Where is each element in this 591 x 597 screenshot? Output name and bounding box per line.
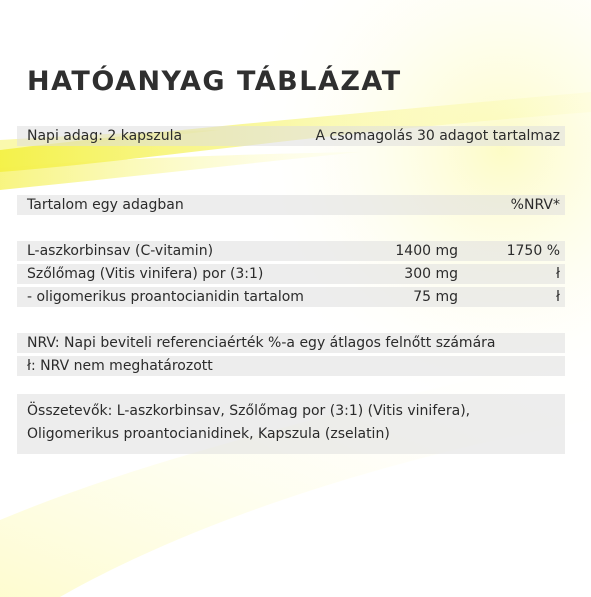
ingredient-nrv: ł [556,289,560,305]
serving-info-row [17,126,565,146]
nrv-note-row [17,356,565,376]
servings-per-pack-text: A csomagolás 30 adagot tartalmaz [315,128,560,144]
ingredient-nrv: ł [556,266,560,282]
ingredients-block [17,394,565,454]
ingredient-amount: 1400 mg [395,243,458,259]
ingredient-nrv: 1750 % [506,243,560,259]
ingredient-amount: 75 mg [413,289,458,305]
table-row [17,241,565,261]
page-title: HATÓANYAG TÁBLÁZAT [27,66,402,97]
nrv-definition-text: NRV: Napi beviteli referenciaérték %-a egy átlagos felnőtt számára [27,335,496,351]
table-header-row [17,195,565,215]
ingredient-name: Szőlőmag (Vitis vinifera) por (3:1) [27,266,264,282]
ingredients-line: Összetevők: L-aszkorbinsav, Szőlőmag por (3:1) (Vitis vinifera), [27,403,471,419]
daily-dose-text: Napi adag: 2 kapszula [27,128,183,144]
table-row [17,287,565,307]
table-row [17,264,565,284]
nrv-undefined-text: ł: NRV nem meghatározott [27,358,213,374]
ingredient-name: L-aszkorbinsav (C-vitamin) [27,243,214,259]
ingredients-line: Oligomerikus proantocianidinek, Kapszula (zselatin) [27,426,390,442]
ingredient-amount: 300 mg [404,266,458,282]
nrv-note-row [17,333,565,353]
content-per-serving-header: Tartalom egy adagban [27,197,184,213]
ingredient-name: - oligomerikus proantocianidin tartalom [27,289,304,305]
nrv-header: %NRV* [510,197,560,213]
